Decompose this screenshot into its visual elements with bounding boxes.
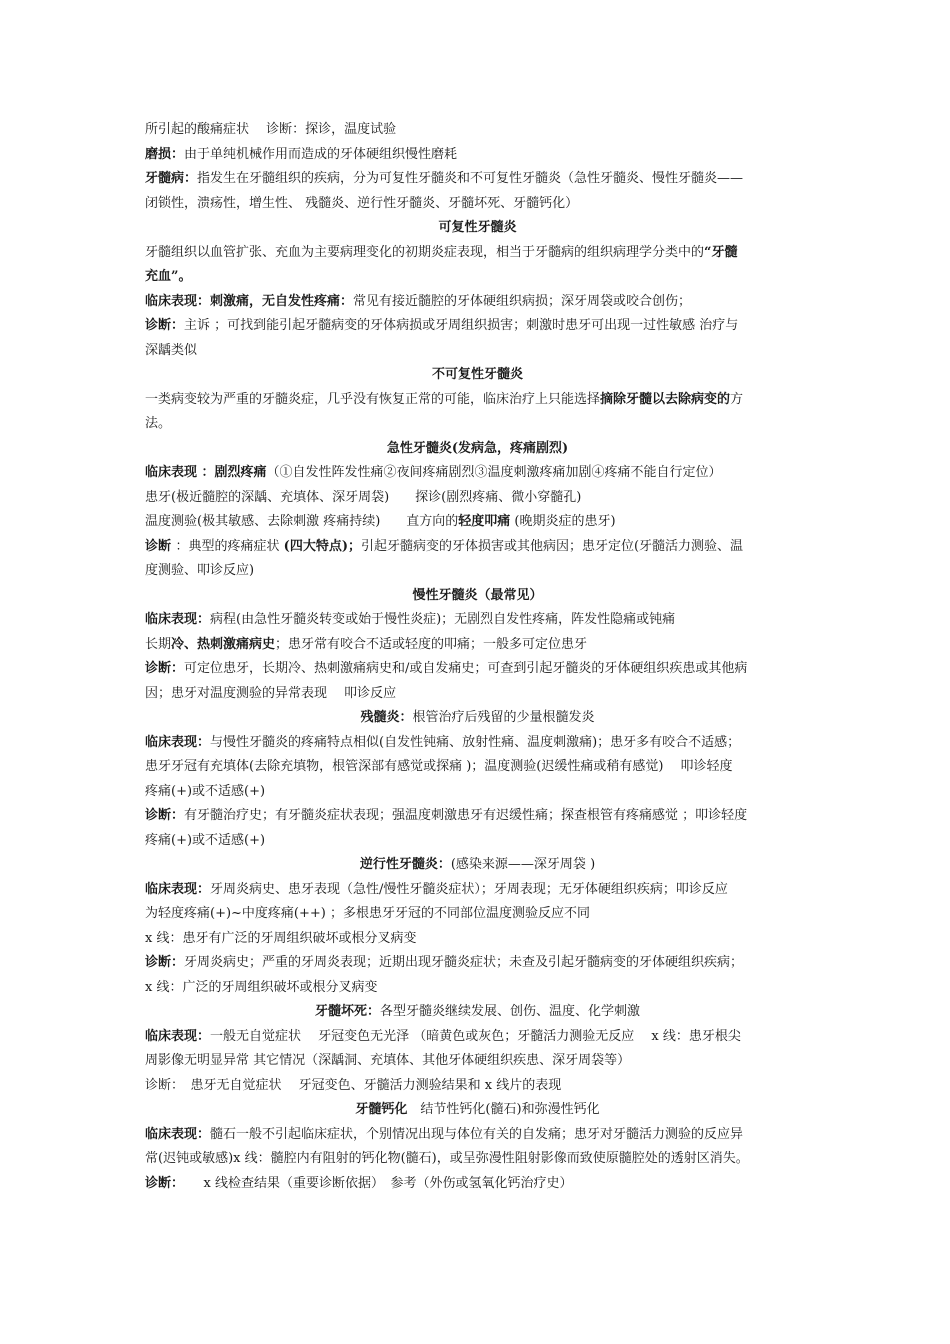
text-line [145, 486, 810, 511]
text-line [145, 388, 810, 413]
text-line [145, 241, 810, 266]
text: 法。 [145, 416, 172, 431]
text-line [145, 1147, 810, 1172]
text: 可定位患牙，长期冷、热刺激痛病史和/或自发痛史；可查到引起牙髓炎的牙体硬组织疾患或其他病 [184, 661, 748, 676]
text-line [145, 412, 810, 437]
text: 牙周炎病史；严重的牙周炎表现；近期出现牙髓炎症状；未查及引起牙髓病变的牙体硬组织疾病； [184, 955, 744, 970]
paragraph-clinical [145, 1025, 810, 1050]
section-heading [145, 706, 810, 731]
heading-text: 牙髓坏死： [314, 1004, 380, 1019]
heading-text: 慢性牙髓炎（最常见） [412, 587, 543, 603]
text-line [145, 829, 810, 854]
emphasis: 摘除牙髓以去除病变的 [600, 391, 731, 407]
text-line [145, 265, 810, 290]
text-line [145, 633, 810, 658]
term-label: 临床表现： [145, 1126, 211, 1142]
heading-note: 根管治疗后残留的少量根髓发炎 [412, 710, 595, 725]
paragraph-diagnosis [145, 314, 810, 339]
text: x 线：患牙有广泛的牙周组织破坏或根分叉病变 [145, 930, 417, 946]
term-label: 临床表现 ：剧烈疼痛 [145, 465, 267, 480]
text: 由于单纯机械作用而造成的牙体硬组织慢性磨耗 [184, 146, 458, 162]
text: 所引起的酸痛症状 诊断：探诊，温度试验 [145, 122, 397, 137]
text: 闭锁性，溃疡性，增生性、 残髓炎、逆行性牙髓炎、牙髓坏死、牙髓钙化） [145, 195, 579, 211]
heading-note: 各型牙髓炎继续发展、创伤、温度、化学刺激 [380, 1004, 641, 1019]
text: 常(迟钝或敏感)x 线：髓腔内有阻射的钙化物(髓石)，或呈弥漫性阻射影像而致使原髓腔处的透射区消失。 [145, 1151, 749, 1166]
text-line [145, 902, 810, 927]
text: 一类病变较为严重的牙髓炎症，几乎没有恢复正常的可能，临床治疗上只能选择 [145, 391, 601, 407]
text: 常见有接近髓腔的牙体硬组织病损；深牙周袋或咬合创伤； [353, 293, 692, 309]
text: 引起牙髓病变的牙体损害或其他病因；患牙定位(牙髓活力测验、温 [360, 538, 744, 554]
term-label: 临床表现：刺激痛，无自发性疼痛： [145, 293, 354, 309]
term-label: 临床表现： [145, 734, 211, 750]
heading-text: 逆行性牙髓炎： [359, 857, 451, 872]
heading-note: 结节性钙化(髓石)和弥漫性钙化 [407, 1102, 600, 1117]
text: 温度测验(极其敏感、去除刺激 疼痛持续) 直方向的 [145, 514, 459, 529]
text: 患牙(极近髓腔的深龋、充填体、深牙周袋) 探诊(剧烈疼痛、微小穿髓孔) [145, 489, 582, 505]
term-label: 磨损： [145, 146, 185, 162]
term-label: 诊断： [145, 318, 185, 333]
paragraph-wear [145, 143, 810, 168]
text: x 线：广泛的牙周组织破坏或根分叉病变 [145, 979, 378, 995]
paragraph-clinical [145, 731, 810, 756]
heading-text: 急性牙髓炎(发病急，疼痛剧烈) [386, 440, 569, 456]
emphasis: 充血”。 [145, 269, 192, 284]
text: 牙周炎病史、患牙表现（急性/慢性牙髓炎症状）；牙周表现；无牙体硬组织疾病；叩诊反应 [210, 881, 728, 897]
section-heading [145, 853, 810, 878]
heading-text: 牙髓钙化 [355, 1102, 408, 1117]
text: 牙髓组织以血管扩张、充血为主要病理变化的初期炎症表现，相当于牙髓病的组织病理学分类中的 [145, 244, 705, 260]
text: 主诉 ；可找到能引起牙髓病变的牙体病损或牙周组织损害；刺激时患牙可出现一过性敏感 治疗与 [184, 318, 739, 333]
document-body [145, 118, 810, 1196]
paragraph-diagnosis [145, 1074, 810, 1099]
text: 周影像无明显异常 其它情况（深龋洞、充填体、其他牙体硬组织疾患、深牙周袋等） [145, 1053, 631, 1068]
term-label: 诊断： [145, 808, 185, 823]
text: 为轻度疼痛(+)~中度疼痛(++) ；多根患牙牙冠的不同部位温度测验反应不同 [145, 906, 590, 921]
text: 深龋类似 [145, 342, 198, 358]
section-heading [145, 1000, 810, 1025]
paragraph-clinical [145, 461, 810, 486]
paragraph-diagnosis [145, 1172, 810, 1197]
paragraph-diagnosis [145, 804, 810, 829]
section-heading [145, 584, 810, 609]
emphasis: 冷、热刺激痛病史 [171, 636, 276, 652]
term-label: 诊断： [145, 955, 185, 970]
emphasis: “牙髓 [704, 244, 738, 260]
emphasis: (四大特点)； [283, 538, 361, 554]
text: ；患牙常有咬合不适或轻度的叩痛；一般多可定位患牙 [275, 636, 588, 652]
text-line [145, 682, 810, 707]
term-label: 牙髓病： [145, 171, 198, 186]
term-label: 诊断： [145, 661, 185, 676]
term-label: 临床表现： [145, 881, 211, 897]
text: 疼痛(+)或不适感(+) [145, 832, 266, 848]
term-label: 临床表现： [145, 1028, 211, 1044]
paragraph-diagnosis [145, 535, 810, 560]
term-label: 诊断： [145, 1175, 178, 1191]
text: 方 [730, 391, 744, 407]
text: x 线检查结果（重要诊断依据） 参考（外伤或氢氧化钙治疗史） [177, 1175, 573, 1191]
paragraph-diagnosis [145, 657, 810, 682]
emphasis: 轻度叩痛 [458, 514, 511, 529]
text: 疼痛(+)或不适感(+) [145, 783, 266, 799]
text-line [145, 559, 810, 584]
text: 有牙髓治疗史；有牙髓炎症状表现；强温度刺激患牙有迟缓性痛；探查根管有疼痛感觉 ；叩诊轻度 [184, 808, 748, 823]
text-line [145, 510, 810, 535]
heading-note: (感染来源——深牙周袋 ) [450, 857, 596, 872]
term-label: 诊断 [145, 538, 176, 554]
section-heading [145, 437, 810, 462]
section-heading [145, 1098, 810, 1123]
text: 度测验、叩诊反应) [145, 563, 255, 578]
text: 因；患牙对温度测验的异常表现 叩诊反应 [145, 685, 397, 701]
text: 长期 [145, 636, 172, 652]
section-heading [145, 216, 810, 241]
section-heading [145, 363, 810, 388]
text-line [145, 976, 810, 1001]
heading-text: 可复性牙髓炎 [438, 220, 517, 235]
text-line [145, 339, 810, 364]
text-line [145, 1049, 810, 1074]
text: ：典型的疼痛症状 [175, 538, 284, 554]
text: 病程(由急性牙髓炎转变或始于慢性炎症)；无剧烈自发性疼痛，阵发性隐痛或钝痛 [210, 612, 676, 627]
text: （①自发性阵发性痛②夜间疼痛剧烈③温度刺激疼痛加剧④疼痛不能自行定位） [266, 465, 722, 480]
paragraph-clinical [145, 290, 810, 315]
paragraph-diagnosis [145, 951, 810, 976]
text: 诊断： 患牙无自觉症状 牙冠变色、牙髓活力测验结果和 x 线片的表现 [145, 1077, 562, 1093]
paragraph-pulp-disease [145, 167, 810, 192]
text-line [145, 192, 810, 217]
heading-text: 残髓炎： [360, 710, 413, 725]
text-line [145, 780, 810, 805]
text: 与慢性牙髓炎的疼痛特点相似(自发性钝痛、放射性痛、温度刺激痛)；患牙多有咬合不适感； [210, 734, 741, 750]
paragraph-clinical [145, 878, 810, 903]
heading-text: 不可复性牙髓炎 [431, 367, 523, 382]
text-line [145, 927, 810, 952]
text: 一般无自觉症状 牙冠变色无光泽 （暗黄色或灰色；牙髓活力测验无反应 x 线：患牙根尖 [210, 1028, 741, 1044]
text: 指发生在牙髓组织的疾病，分为可复性牙髓炎和不可复性牙髓炎（急性牙髓炎、慢性牙髓炎—— [197, 171, 744, 186]
text: 髓石一般不引起临床症状，个别情况出现与体位有关的自发痛；患牙对牙髓活力测验的反应异 [210, 1126, 744, 1142]
paragraph-clinical [145, 608, 810, 633]
paragraph-clinical [145, 1123, 810, 1148]
term-label: 临床表现： [145, 612, 211, 627]
text-line [145, 118, 810, 143]
text-line [145, 755, 810, 780]
text: (晚期炎症的患牙) [510, 514, 616, 529]
text: 患牙牙冠有充填体(去除充填物，根管深部有感觉或探痛 )；温度测验(迟缓性痛或稍有感觉) 叩诊轻度 [145, 759, 733, 774]
